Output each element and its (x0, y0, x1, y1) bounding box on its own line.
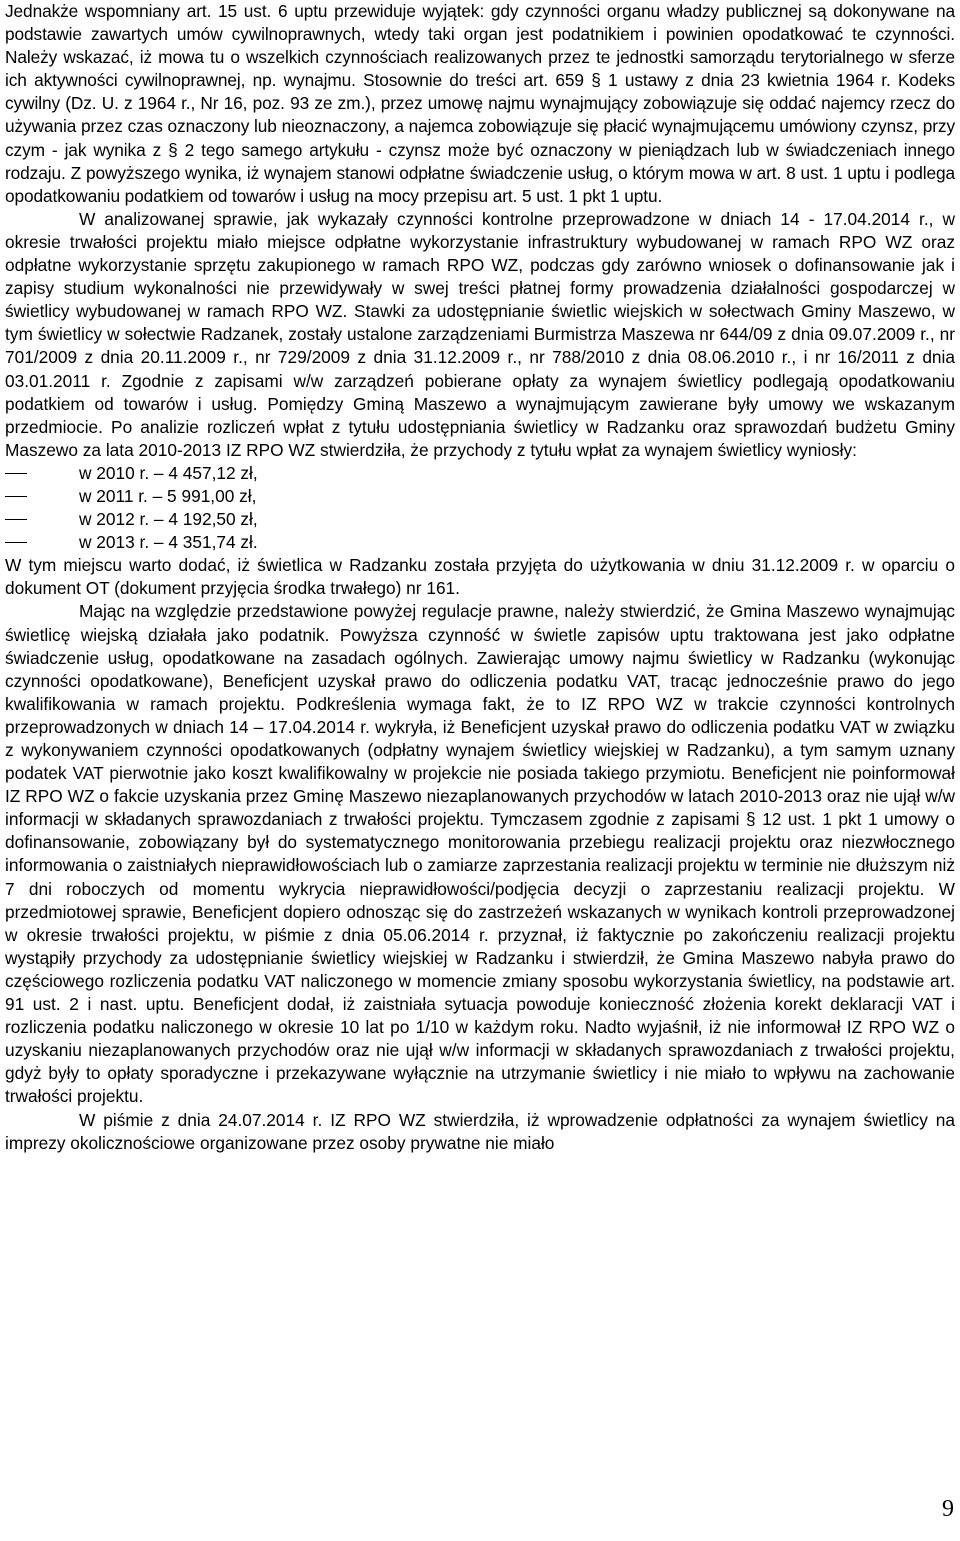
paragraph-conclusion: Mając na względzie przedstawione powyżej regulacje prawne, należy stwierdzić, że Gmina Maszewo wynajmując świetlicę wiejską działała jako podatnik. Powyższa czynność w świetle zapisów uptu traktowana jest jako odpłatne świadczenie usług, opodatkowane na zasadach ogólnych. Zawierając umowy najmu świetlicy w Radzanku (wykonując czynności opodatkowane), Beneficjent uzyskał prawo do odliczenia podatku VAT, tracąc jednocześnie prawo do jego kwalifikowania w ramach projektu. Podkreślenia wymaga fakt, że to IZ RPO WZ w trakcie czynności kontrolnych przeprowadzonych w dniach 14 – 17.04.2014 r. wykryła, iż Beneficjent uzyskał prawo do odliczenia podatku VAT w związku z wykonywaniem czynności opodatkowanych (odpłatny wynajem świetlicy wiejskiej w Radzanku), a tym samym uznany podatek VAT pierwotnie jako koszt kwalifikowalny w projekcie nie posiada takiego przymiotu. Beneficjent nie poinformował IZ RPO WZ o fakcie uzyskania przez Gminę Maszewo niezaplanowanych przychodów w latach 2010-2013 oraz nie ujął w/w informacji w składanych sprawozdaniach z trwałości projektu. Tymczasem zgodnie z zapisami § 12 ust. 1 pkt 1 umowy o dofinansowanie, zobowiązany był do systematycznego monitorowania przebiegu realizacji projektu oraz niezwłocznego informowania o zaistniałych nieprawidłowościach lub o zamiarze zaprzestania realizacji projektu w terminie nie dłuższym niż 7 dni roboczych od momentu wykrycia nieprawidłowości/podjęcia decyzji o zaprzestaniu realizacji projektu. W przedmiotowej sprawie, Beneficjent dopiero odnosząc się do zastrzeżeń wskazanych w wynikach kontroli przeprowadzonej w okresie trwałości projektu, w piśmie z dnia 05.06.2014 r. przyznał, iż faktycznie po zakończeniu realizacji projektu wystąpiły przychody za udostępnianie świetlicy wiejskiej w Radzanku i stwierdził, że Gmina Maszewo nabyła prawo do częściowego rozliczenia podatku VAT naliczonego w momencie zmiany sposobu wykorzystania świetlicy, na podstawie art. 91 ust. 2 i nast. uptu. Beneficjent dodał, iż zaistniała sytuacja powoduje konieczność złożenia korekt deklaracji VAT i rozliczenia podatku naliczonego w okresie 10 lat po 1/10 w każdym roku. Nadto wyjaśnił, iż nie informował IZ RPO WZ o uzyskaniu niezaplanowanych przychodów oraz nie ujął w/w informacji w składanych sprawozdaniach z trwałości projektu, gdyż były to opłaty sporadyczne i przekazywane wyłącznie na utrzymanie świetlicy i nie miało to wpływu na zachowanie trwałości projektu. (5, 601, 955, 1107)
dash-bullet-icon (5, 496, 27, 497)
paragraph-acceptance-note: W tym miejscu warto dodać, iż świetlica w Radzanku została przyjęta do użytkowania w dniu 31.12.2009 r. w oparciu o dokument OT (dokument przyjęcia środka trwałego) nr 161. (5, 555, 955, 599)
list-item: w 2012 r. – 4 192,50 zł, (5, 508, 955, 531)
list-item: w 2010 r. – 4 457,12 zł, (5, 462, 955, 485)
paragraph-letter-24-07-2014: W piśmie z dnia 24.07.2014 r. IZ RPO WZ stwierdziła, iż wprowadzenie odpłatności za wynajem świetlicy na imprezy okolicznościowe organizowane przez osoby prywatne nie miało (5, 1109, 955, 1153)
revenue-list (5, 462, 955, 554)
paragraph-vat-exception: Jednakże wspomniany art. 15 ust. 6 uptu przewiduje wyjątek: gdy czynności organu władzy publicznej są dokonywane na podstawie zawartych umów cywilnoprawnych, wtedy taki organ jest podatnikiem i powinien opodatkować te czynności. Należy wskazać, iż mowa tu o wszelkich czynnościach realizowanych przez te jednostki samorządu terytorialnego w sferze ich aktywności cywilnoprawnej, np. wynajmu. Stosownie do treści art. 659 § 1 ustawy z dnia 23 kwietnia 1964 r. Kodeks cywilny (Dz. U. z 1964 r., Nr 16, poz. 93 ze zm.), przez umowę najmu wynajmujący zobowiązuje się oddać najemcy rzecz do używania przez czas oznaczony lub nieoznaczony, a najemca zobowiązuje się płacić wynajmującemu umówiony czynsz, przy czym - jak wynika z § 2 tego samego artykułu - czynsz może być oznaczony w pieniądzach lub w świadczeniach innego rodzaju. Z powyższego wynika, iż wynajem stanowi odpłatne świadczenie usług, o którym mowa w art. 8 ust. 1 uptu i podlega opodatkowaniu podatkiem od towarów i usług na mocy przepisu art. 5 ust. 1 pkt 1 uptu. (5, 1, 955, 206)
list-item: w 2013 r. – 4 351,74 zł. (5, 531, 955, 554)
document-page (5, 0, 955, 1155)
paragraph-audit-findings: W analizowanej sprawie, jak wykazały czynności kontrolne przeprowadzone w dniach 14 - 17.04.2014 r., w okresie trwałości projektu miało miejsce odpłatne wykorzystanie infrastruktury wybudowanej w ramach RPO WZ oraz odpłatne wykorzystanie sprzętu zakupionego w ramach RPO WZ, podczas gdy zarówno wniosek o dofinansowanie jak i zapisy studium wykonalności nie przewidywały w swej treści płatnej formy prowadzenia działalności gospodarczej w świetlicy wybudowanej w ramach RPO WZ. Stawki za udostępnianie świetlic wiejskich w sołectwach Gminy Maszewo, w tym świetlicy w sołectwie Radzanek, zostały ustalone zarządzeniami Burmistrza Maszewa nr 644/09 z dnia 09.07.2009 r., nr 701/2009 z dnia 20.11.2009 r., nr 729/2009 z dnia 31.12.2009 r., nr 788/2010 z dnia 08.06.2010 r., i nr 16/2011 z dnia 03.01.2011 r. Zgodnie z zapisami w/w zarządzeń pobierane opłaty za wynajem świetlicy podlegają opodatkowaniu podatkiem od towarów i usług. Pomiędzy Gminą Maszewo a wynajmującym zawierane były umowy we wskazanym przedmiocie. Po analizie rozliczeń wpłat z tytułu udostępniania świetlicy w Radzanku oraz sprawozdań budżetu Gminy Maszewo za lata 2010-2013 IZ RPO WZ stwierdziła, że przychody z tytułu wpłat za wynajem świetlicy wyniosły: (5, 208, 955, 460)
dash-bullet-icon (5, 473, 27, 474)
dash-bullet-icon (5, 542, 27, 543)
page-number: 9 (942, 1496, 954, 1522)
dash-bullet-icon (5, 519, 27, 520)
list-item: w 2011 r. – 5 991,00 zł, (5, 485, 955, 508)
